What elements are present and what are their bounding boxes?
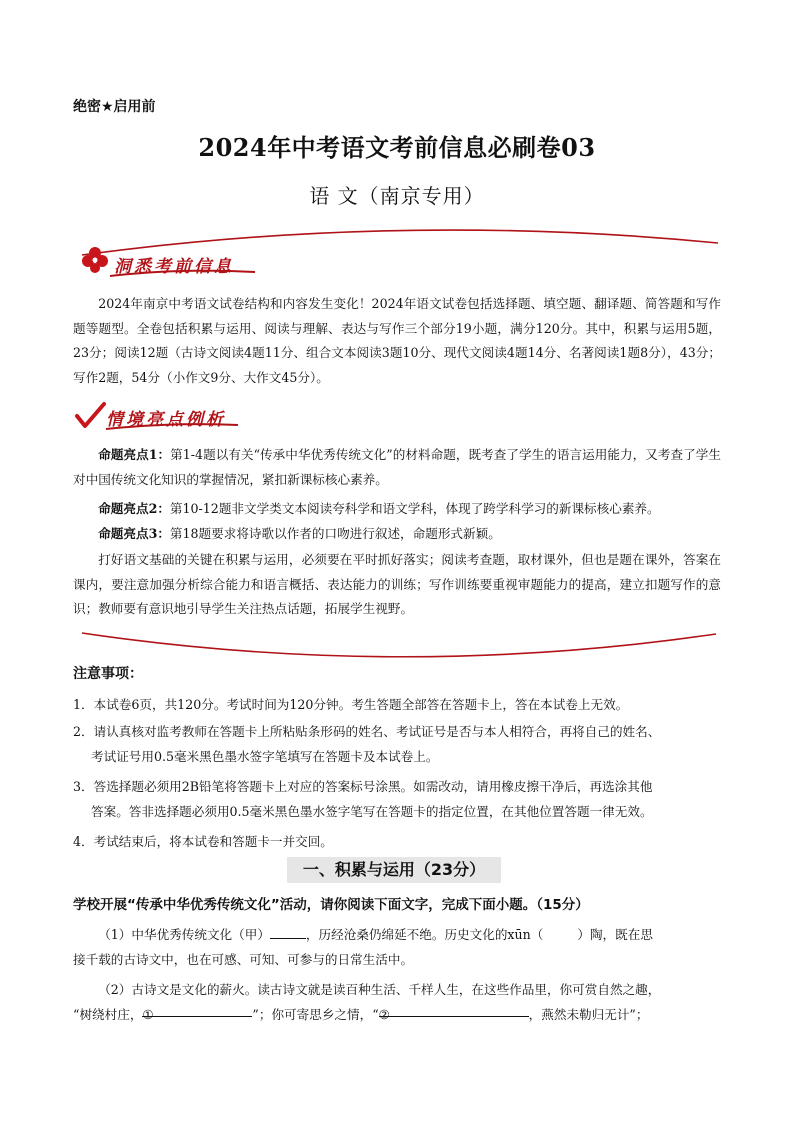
blank-2[interactable] <box>378 1002 529 1022</box>
highlight-label: 命题亮点1： <box>98 447 171 462</box>
notice-item <box>73 692 723 717</box>
notice-num: 3． <box>73 779 94 794</box>
question-intro: 学校开展“传承中华优秀传统文化”活动，请你阅读下面文字，完成下面小题。（15分） <box>73 897 589 913</box>
blank-marker: ① <box>142 1007 154 1022</box>
q-text: ）陶，既在思 <box>577 927 653 942</box>
notice-item <box>73 774 723 824</box>
exam-info-text: 2024年南京中考语文试卷结构和内容发生变化！2024年语文试卷包括选择题、填空题、翻译题、简答题和写作题等题型。全卷包括积累与运用、阅读与理解、表达与写作三个部分19小题，满分120分。其中，积累与运用5题，23分；阅读12题（古诗文阅读4题11分、组合文本阅读3题10分、现代文阅读4题14分、名著阅读1题8分），43分；写作2题，54分（小作文9分、大作文45分）。 <box>73 296 721 385</box>
question-paragraph-2-cont <box>73 1002 723 1027</box>
section-title-highlights: 情境亮点例析 <box>106 410 226 430</box>
blank-jia[interactable] <box>270 924 306 939</box>
q-text: ”；你可寄思乡之情，“ <box>252 1007 379 1022</box>
blank-marker: ② <box>378 1007 390 1022</box>
q-text: ，历经沧桑仍绵延不绝。历史文化的xūn（ <box>305 927 544 942</box>
highlight-3 <box>73 522 721 547</box>
blank-1[interactable] <box>142 1002 252 1022</box>
notice-title: 注意事项： <box>73 666 143 682</box>
flower-icon <box>80 245 110 275</box>
confidential-label: 绝密★启用前 <box>73 99 156 115</box>
question-paragraph-1 <box>73 922 723 947</box>
highlight-text: 第1-4题以有关“传承中华优秀传统文化”的材料命题，既考查了学生的语言运用能力，又考查了学生对中国传统文化知识的掌握情况，紧扣新课标核心素养。 <box>73 447 721 487</box>
section-title-exam-info: 洞悉考前信息 <box>114 257 234 277</box>
highlight-text: 第10-12题非文学类文本阅读夸科学和语文学科，体现了跨学科学习的新课标核心素养。 <box>169 501 660 516</box>
notice-num: 1． <box>73 697 94 712</box>
highlight-label: 命题亮点3： <box>98 526 170 541</box>
highlight-2 <box>73 497 721 522</box>
page-title: 2024年中考语文考前信息必刷卷03 <box>198 133 596 162</box>
question-paragraph-2: （2）古诗文是文化的薪火。读古诗文就是读百种生活、千样人生，在这些作品里，你可赏自然之趣， <box>98 982 661 997</box>
question-paragraph-1-cont: 接千载的古诗文中，也在可感、可知、可参与的日常生活中。 <box>73 952 414 967</box>
teaching-advice: 打好语文基础的关键在积累与运用，必须要在平时抓好落实；阅读考查题，取材课外，但也是题在课外，答案在课内，要注意加强分析综合能力和语言概括、表达能力的训练；写作训练要重视审题能力的提高，建立扣题写作的意识；教师要有意识地引导学生关注热点话题，拓展学生视野。 <box>73 552 721 616</box>
notice-text: 答选择题必须用2B铅笔将答题卡上对应的答案标号涂黑。如需改动，请用橡皮擦干净后，再选涂其他 <box>93 779 653 794</box>
notice-item <box>73 719 723 769</box>
notice-num: 2． <box>73 724 94 739</box>
notice-item <box>73 829 723 854</box>
highlight-1 <box>73 443 721 492</box>
highlight-text: 第18题要求将诗歌以作者的口吻进行叙述，命题形式新颖。 <box>169 526 501 541</box>
part-heading: 一、积累与运用（23分） <box>287 857 501 883</box>
q-text: ，燕然未勒归无计”； <box>528 1007 649 1022</box>
notice-text-cont: 答案。答非选择题必须用0.5毫米黑色墨水签字笔写在答题卡的指定位置，在其他位置答题一律无效。 <box>91 804 653 819</box>
notice-num: 4． <box>73 834 94 849</box>
notice-text: 本试卷6页，共120分。考试时间为120分钟。考生答题全部答在答题卡上，答在本试卷上无效。 <box>93 697 629 712</box>
highlight-label: 命题亮点2： <box>98 501 170 516</box>
notice-text: 考试结束后，将本试卷和答题卡一并交回。 <box>93 834 333 849</box>
checkmark-icon <box>74 400 108 432</box>
notice-text: 请认真核对监考教师在答题卡上所粘贴条形码的姓名、考试证号是否与本人相符合，再将自己的姓名、 <box>93 724 661 739</box>
q-text: （1）中华优秀传统文化（甲） <box>98 927 270 942</box>
notice-text-cont: 考试证号用0.5毫米黑色墨水签字笔填写在答题卡及本试卷上。 <box>91 749 439 764</box>
q-text: “树绕村庄， <box>73 1007 143 1022</box>
page-subtitle: 语 文（南京专用） <box>309 184 485 208</box>
